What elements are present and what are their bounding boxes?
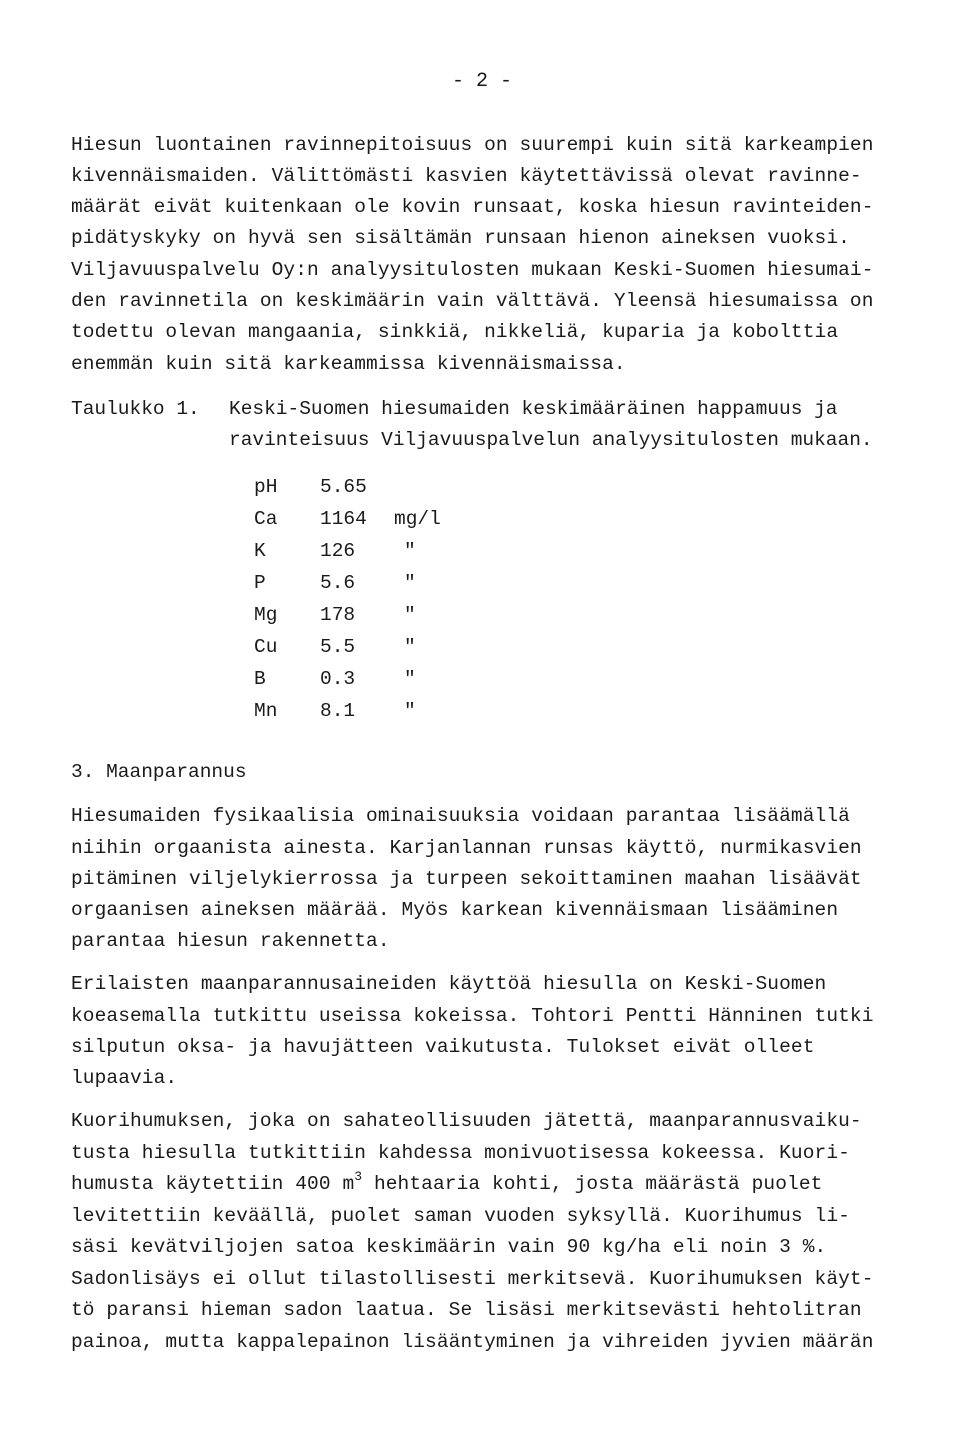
text-line: todettu olevan mangaania, sinkkiä, nikkeliä, kuparia ja kobolttia	[71, 321, 839, 343]
ditto-mark: "	[404, 700, 416, 722]
table-caption: Keski-Suomen hiesumaiden keskimääräinen happamuus ja	[229, 398, 838, 420]
text-line: painoa, mutta kappalepainon lisääntyminen ja vihreiden jyvien määrän	[71, 1331, 874, 1353]
element-name: pH	[254, 476, 278, 498]
element-value: 1164	[320, 508, 367, 530]
text-line: lupaavia.	[71, 1067, 178, 1089]
element-name: Ca	[254, 508, 278, 530]
table-row	[254, 700, 484, 732]
table-row	[254, 540, 484, 572]
text-line	[71, 1169, 823, 1195]
table-caption-continued: ravinteisuus Viljavuuspalvelun analyysitulosten mukaan.	[229, 429, 873, 451]
text-line: tö paransi hieman sadon laatua. Se lisäsi merkitsevästi hehtolitran	[71, 1299, 862, 1321]
element-name: Mn	[254, 700, 278, 722]
section-heading: 3. Maanparannus	[71, 761, 247, 783]
superscript: 3	[354, 1169, 363, 1184]
text-line: silputun oksa- ja havujätteen vaikutusta. Tulokset eivät olleet	[71, 1036, 815, 1058]
ditto-mark: "	[404, 668, 416, 690]
element-value: 126	[320, 540, 356, 562]
element-value: 178	[320, 604, 356, 626]
text-fragment: hehtaaria kohti, josta määrästä puolet	[362, 1173, 823, 1195]
element-value: 5.5	[320, 636, 356, 658]
ditto-mark: "	[404, 540, 416, 562]
table-row	[254, 508, 484, 540]
text-line: säsi kevätviljojen satoa keskimäärin vain 90 kg/ha eli noin 3 %.	[71, 1236, 827, 1258]
text-line: kivennäismaiden. Välittömästi kasvien käytettävissä olevat ravinne-	[71, 165, 862, 187]
text-line: tusta hiesulla tutkittiin kahdessa monivuotisessa kokeessa. Kuori-	[71, 1142, 850, 1164]
table-row	[254, 572, 484, 604]
text-line: määrät eivät kuitenkaan ole kovin runsaat, koska hiesun ravinteiden-	[71, 196, 874, 218]
text-line: pidätyskyky on hyvä sen sisältämän runsaan hienon aineksen vuoksi.	[71, 227, 850, 249]
element-name: Cu	[254, 636, 278, 658]
text-line: Hiesun luontainen ravinnepitoisuus on suurempi kuin sitä karkeampien	[71, 134, 874, 156]
element-value: 5.6	[320, 572, 356, 594]
element-name: B	[254, 668, 266, 690]
text-line: Sadonlisäys ei ollut tilastollisesti merkitsevä. Kuorihumuksen käyt-	[71, 1268, 874, 1290]
table-row	[254, 636, 484, 668]
text-line: Erilaisten maanparannusaineiden käyttöä hiesulla on Keski-Suomen	[71, 973, 827, 995]
table-row	[254, 604, 484, 636]
text-line: Viljavuuspalvelu Oy:n analyysitulosten mukaan Keski-Suomen hiesumai-	[71, 259, 874, 281]
text-line: koeasemalla tutkittu useissa kokeissa. Tohtori Pentti Hänninen tutki	[71, 1005, 874, 1027]
element-name: K	[254, 540, 266, 562]
text-line: Kuorihumuksen, joka on sahateollisuuden jätettä, maanparannusvaiku-	[71, 1110, 862, 1132]
text-line: parantaa hiesun rakennetta.	[71, 930, 390, 952]
text-line: den ravinnetila on keskimäärin vain välttävä. Yleensä hiesumaissa on	[71, 290, 874, 312]
text-fragment: humusta käytettiin 400 m	[71, 1173, 355, 1195]
element-unit: mg/l	[394, 508, 441, 530]
text-line: enemmän kuin sitä karkeammissa kivennäismaissa.	[71, 353, 626, 375]
element-name: Mg	[254, 604, 278, 626]
ditto-mark: "	[404, 604, 416, 626]
text-line: niihin orgaanista ainesta. Karjanlannan runsas käyttö, nurmikasvien	[71, 837, 862, 859]
ditto-mark: "	[404, 636, 416, 658]
text-line: levitettiin keväällä, puolet saman vuoden syksyllä. Kuorihumus li-	[71, 1205, 850, 1227]
element-value: 5.65	[320, 476, 367, 498]
text-line: Hiesumaiden fysikaalisia ominaisuuksia voidaan parantaa lisäämällä	[71, 805, 850, 827]
element-name: P	[254, 572, 266, 594]
table-label: Taulukko 1.	[71, 398, 200, 420]
page-number: - 2 -	[452, 70, 513, 93]
text-line: pitäminen viljelykierrossa ja turpeen sekoittaminen maahan lisäävät	[71, 868, 862, 890]
ditto-mark: "	[404, 572, 416, 594]
element-value: 0.3	[320, 668, 356, 690]
table-row	[254, 668, 484, 700]
element-value: 8.1	[320, 700, 356, 722]
text-line: orgaanisen aineksen määrää. Myös karkean kivennäismaan lisääminen	[71, 899, 839, 921]
table-row	[254, 476, 484, 508]
